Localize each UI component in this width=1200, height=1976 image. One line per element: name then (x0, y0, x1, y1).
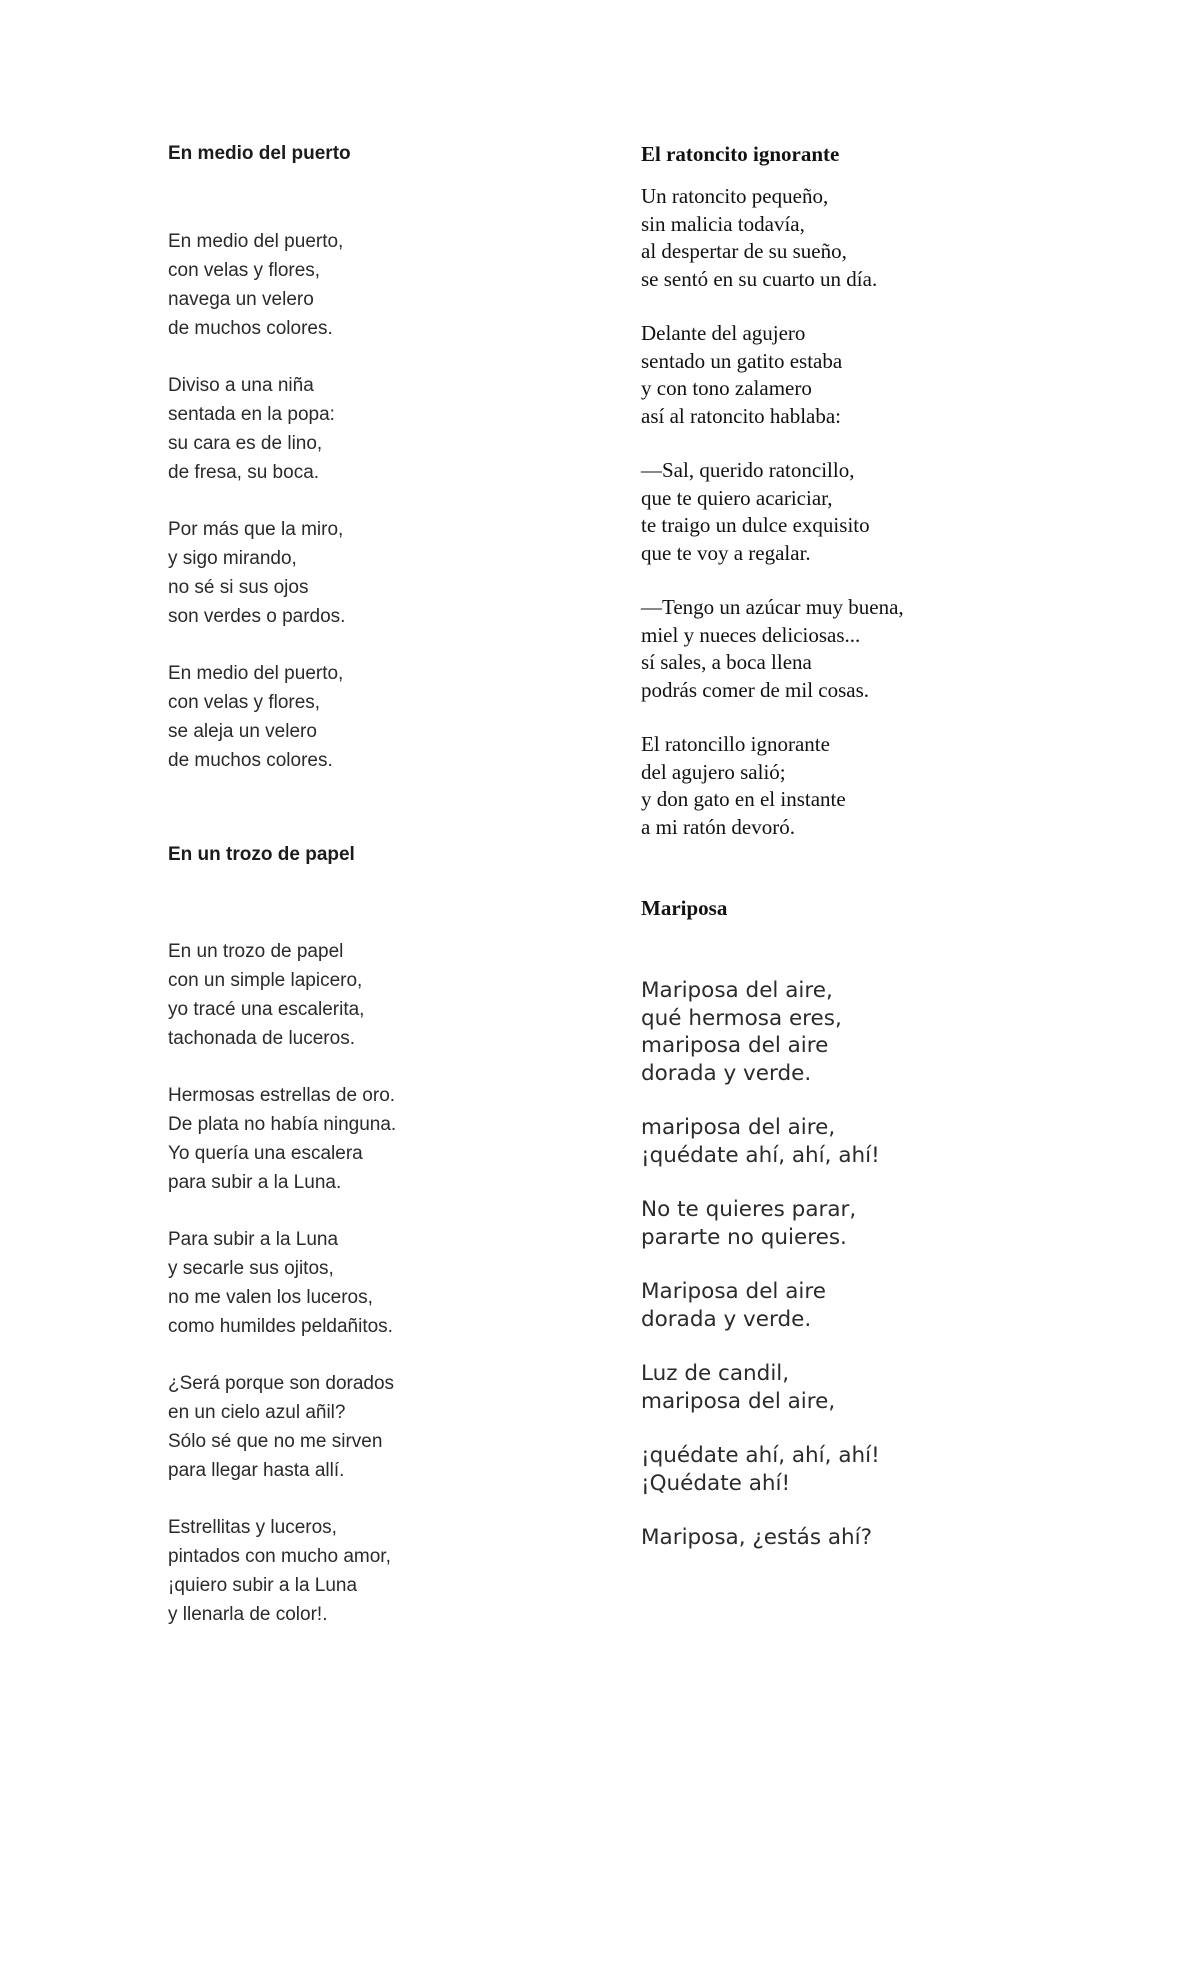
poem-line: pararte no quieres. (641, 1224, 847, 1250)
stanza (168, 1513, 396, 1629)
poem-line: mariposa del aire, (641, 1115, 836, 1140)
poem-line: sí sales, a boca llena (641, 650, 812, 674)
poem-line: que te quiero acariciar, (641, 485, 833, 510)
poem-line: ¡quédate ahí, ahí, ahí! (641, 1443, 880, 1468)
poem-line: para subir a la Luna. (168, 1172, 342, 1193)
poem-line: te traigo un dulce exquisito (641, 513, 870, 537)
poem-line: así al ratoncito hablaba: (641, 403, 842, 428)
poem-line: al despertar de su sueño, (641, 239, 847, 263)
poem-line: Hermosas estrellas de oro. (168, 1085, 396, 1106)
poem-line: para llegar hasta allí. (168, 1460, 345, 1481)
poem-line: se sentó en su cuarto un día. (641, 266, 878, 291)
poem-line: No te quieres parar, (641, 1197, 857, 1222)
poem-line: mariposa del aire, (641, 1388, 836, 1414)
stanza (168, 1081, 396, 1197)
poem-line: su cara es de lino, (168, 433, 323, 454)
stanza (641, 1278, 880, 1333)
poem-line: —Sal, querido ratoncillo, (641, 458, 855, 482)
poem-line: dorada y verde. (641, 1060, 812, 1086)
poem-line: sentado un gatito estaba (641, 348, 843, 373)
poem-line: Mariposa, ¿estás ahí? (641, 1525, 873, 1550)
stanza (641, 1442, 880, 1497)
poem-line: no me valen los luceros, (168, 1287, 373, 1308)
stanza (641, 977, 880, 1087)
poem-body (168, 227, 345, 803)
poem-line: pintados con mucho amor, (168, 1546, 391, 1567)
poem-line: ¡quiero subir a la Luna (168, 1575, 358, 1596)
poem-line: Diviso a una niña (168, 375, 314, 396)
poem-line: —Tengo un azúcar muy buena, (641, 595, 904, 619)
poem-line: se aleja un velero (168, 721, 317, 742)
stanza (168, 937, 396, 1053)
poem-line: del agujero salió; (641, 759, 786, 784)
stanza (641, 1360, 880, 1415)
poem-line: con velas y flores, (168, 260, 321, 281)
stanza (168, 659, 345, 775)
poem-line: con velas y flores, (168, 692, 321, 713)
stanza (641, 731, 904, 841)
poem-line: De plata no había ninguna. (168, 1114, 397, 1135)
poem-line: como humildes peldañitos. (168, 1316, 393, 1337)
stanza (168, 371, 345, 487)
poem-line: Mariposa del aire (641, 1279, 826, 1304)
poem-line: en un cielo azul añil? (168, 1402, 346, 1423)
poem-line: dorada y verde. (641, 1306, 812, 1332)
poem-line: miel y nueces deliciosas... (641, 622, 861, 647)
poem-line: de muchos colores. (168, 750, 333, 771)
stanza (641, 320, 904, 430)
poem-line: En un trozo de papel (168, 941, 344, 962)
stanza (641, 594, 904, 704)
poem-line: con un simple lapicero, (168, 970, 363, 991)
stanza (168, 1369, 396, 1485)
poem-line: Un ratoncito pequeño, (641, 184, 829, 208)
poem-line: Estrellitas y luceros, (168, 1517, 337, 1538)
poem-line: y sigo mirando, (168, 548, 297, 569)
poem-body (168, 937, 396, 1657)
poem-line: de muchos colores. (168, 318, 333, 339)
poem-body (641, 977, 880, 1579)
poem-title: Mariposa (641, 896, 728, 920)
stanza (641, 457, 904, 567)
poem-line: no sé si sus ojos (168, 577, 309, 598)
poem-line: qué hermosa eres, (641, 1005, 842, 1031)
poem-title: En un trozo de papel (168, 844, 355, 865)
poem-line: podrás comer de mil cosas. (641, 677, 870, 702)
poem-line: Por más que la miro, (168, 519, 344, 540)
stanza (168, 515, 345, 631)
poem-line: y llenarla de color!. (168, 1604, 328, 1625)
poem-line: tachonada de luceros. (168, 1028, 355, 1049)
stanza (641, 1196, 880, 1251)
stanza (168, 227, 345, 343)
stanza (641, 183, 904, 293)
poem-line: Luz de candil, (641, 1361, 790, 1386)
poem-line: Sólo sé que no me sirven (168, 1431, 383, 1452)
poem-line: ¡Quédate ahí! (641, 1470, 791, 1496)
stanza (641, 1524, 880, 1552)
stanza (641, 1114, 880, 1169)
poem-line: El ratoncillo ignorante (641, 732, 830, 756)
poem-line: y secarle sus ojitos, (168, 1258, 334, 1279)
poem-line: navega un velero (168, 289, 314, 310)
poem-line: a mi ratón devoró. (641, 814, 795, 839)
poem-body (641, 183, 904, 868)
poem-line: ¿Será porque son dorados (168, 1373, 395, 1394)
poem-line: Mariposa del aire, (641, 978, 833, 1003)
poem-line: yo tracé una escalerita, (168, 999, 365, 1020)
poem-title: El ratoncito ignorante (641, 142, 840, 166)
poem-line: son verdes o pardos. (168, 606, 346, 627)
poem-line: En medio del puerto, (168, 231, 344, 252)
poem-line: sentada en la popa: (168, 404, 335, 425)
stanza (168, 1225, 396, 1341)
poem-line: de fresa, su boca. (168, 462, 320, 483)
poem-line: Para subir a la Luna (168, 1229, 339, 1250)
poem-line: Delante del agujero (641, 321, 806, 345)
poem-line: mariposa del aire (641, 1033, 829, 1058)
poem-title: En medio del puerto (168, 143, 351, 164)
poem-line: En medio del puerto, (168, 663, 344, 684)
poem-line: que te voy a regalar. (641, 540, 811, 565)
poem-line: Yo quería una escalera (168, 1143, 363, 1164)
poem-line: y don gato en el instante (641, 787, 846, 811)
poem-line: y con tono zalamero (641, 376, 812, 400)
poem-line: sin malicia todavía, (641, 211, 805, 236)
poem-line: ¡quédate ahí, ahí, ahí! (641, 1142, 880, 1168)
